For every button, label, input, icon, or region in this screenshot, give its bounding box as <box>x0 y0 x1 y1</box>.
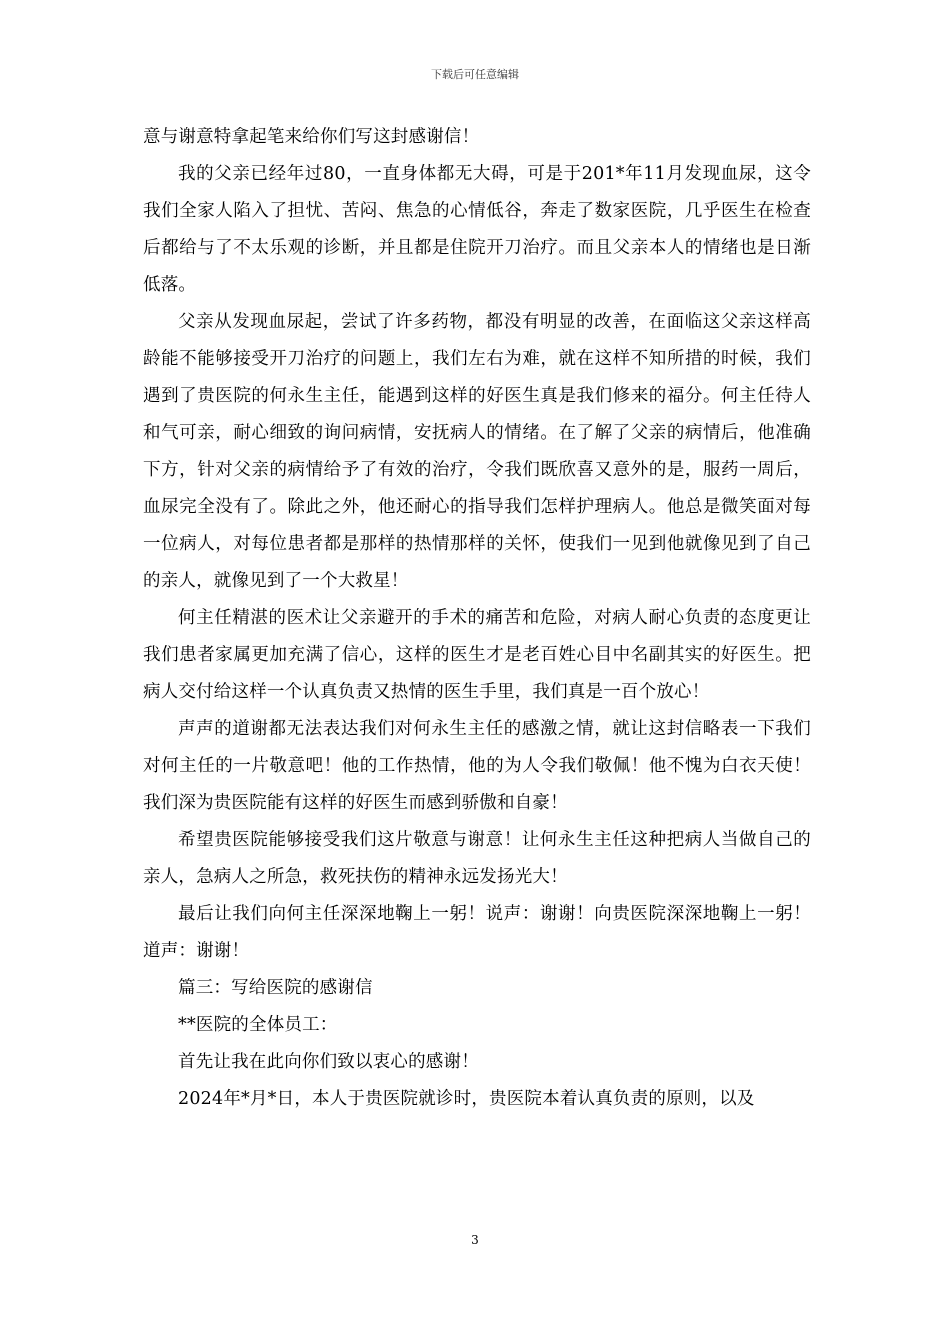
paragraph-4: 何主任精湛的医术让父亲避开的手术的痛苦和危险，对病人耐心负责的态度更让我们患者家属更加充满了信心，这样的医生才是老百姓心目中名副其实的好医生。把病人交付给这样一个认真负责又热情的医生手里，我们真是一百个放心！ <box>143 608 811 702</box>
paragraph-5: 声声的道谢都无法表达我们对何永生主任的感激之情，就让这封信略表一下我们对何主任的一片敬意吧！他的工作热情，他的为人令我们敬佩！他不愧为白衣天使！我们深为贵医院能有这样的好医生而感到骄傲和自豪！ <box>143 719 811 813</box>
page-number: 3 <box>471 1233 479 1247</box>
paragraph-3: 父亲从发现血尿起，尝试了许多药物，都没有明显的改善，在面临这父亲这样高龄能不能够接受开刀治疗的问题上，我们左右为难，就在这样不知所措的时候，我们遇到了贵医院的何永生主任，能遇到这样的好医生真是我们修来的福分。何主任待人和气可亲，耐心细致的询问病情，安抚病人的情绪。在了解了父亲的病情后，他准确下方，针对父亲的病情给予了有效的治疗，令我们既欣喜又意外的是，服药一周后，血尿完全没有了。除此之外，他还耐心的指导我们怎样护理病人。他总是微笑面对每一位病人，对每位患者都是那样的热情那样的关怀，使我们一见到他就像见到了自己的亲人，就像见到了一个大救星！ <box>143 312 811 591</box>
page-header: 下载后可任意编辑 <box>431 68 519 81</box>
paragraph-1: 意与谢意特拿起笔来给你们写这封感谢信！ <box>143 127 480 147</box>
paragraph-7: 最后让我们向何主任深深地鞠上一躬！说声：谢谢！向贵医院深深地鞠上一躬！道声：谢谢！ <box>143 904 811 961</box>
paragraph-10: 首先让我在此向你们致以衷心的感谢！ <box>178 1052 479 1072</box>
section-heading: 篇三：写给医院的感谢信 <box>178 978 373 998</box>
salutation: **医院的全体员工： <box>178 1015 338 1035</box>
paragraph-6: 希望贵医院能够接受我们这片敬意与谢意！让何永生主任这种把病人当做自己的亲人，急病人之所急，救死扶伤的精神永远发扬光大！ <box>143 830 811 887</box>
paragraph-11: 2024年*月*日，本人于贵医院就诊时，贵医院本着认真负责的原则，以及 <box>178 1089 755 1109</box>
paragraph-2: 我的父亲已经年过80，一直身体都无大碍，可是于201*年11月发现血尿，这令我们全家人陷入了担忧、苦闷、焦急的心情低谷，奔走了数家医院，几乎医生在检查后都给与了不太乐观的诊断，并且都是住院开刀治疗。而且父亲本人的情绪也是日渐低落。 <box>143 164 811 295</box>
letter-body <box>143 119 811 1118</box>
